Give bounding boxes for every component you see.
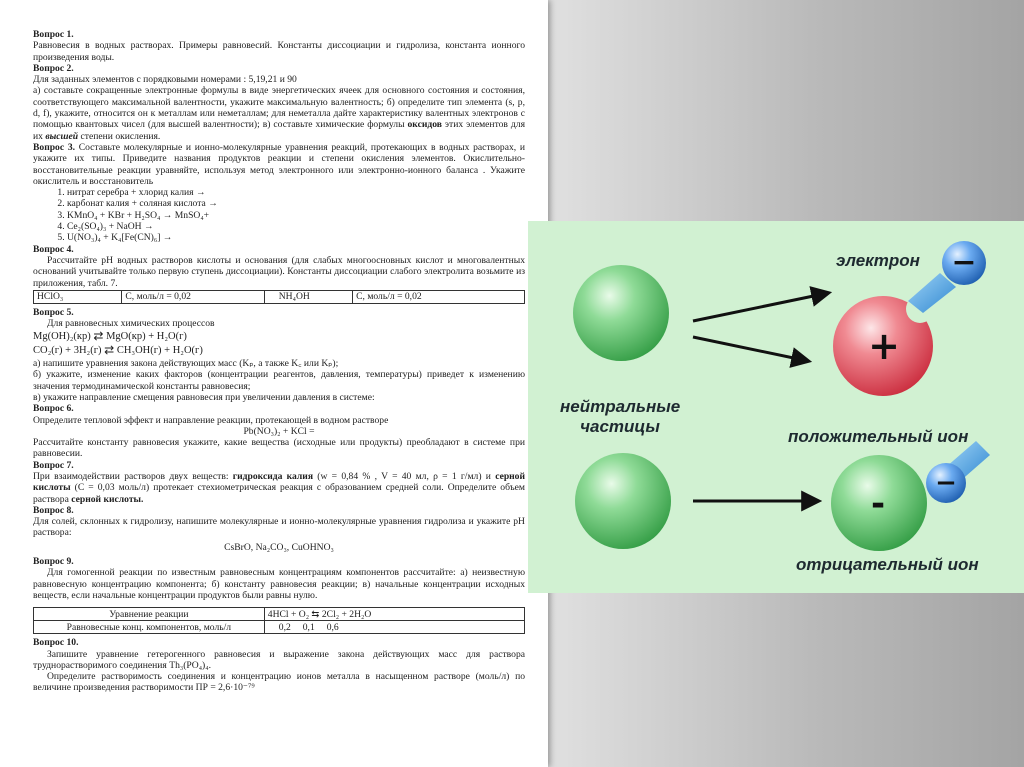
electron-minus-sign-bottom: − bbox=[935, 468, 957, 498]
table-cell: 4HCl + O₂ ⇆ 2Cl₂ + 2H₂O bbox=[264, 608, 524, 621]
question-3-text: Составьте молекулярные и ионно-молекулярные уравнения реакций, протекающих в водных растворах, и укажите их типы. Приведите названия продуктов реакции и степени окисления элементов. Окислительно-восстановительные реакции уравняйте, используя метод электронного или электронно-ионного баланса . Укажите окислитель и восстановитель bbox=[33, 141, 525, 187]
question-5-c: в) укажите направление смещения равновесия при увеличении давления в системе: bbox=[33, 391, 375, 403]
question-7-title: Вопрос 7. bbox=[33, 459, 74, 471]
question-9-text: Для гомогенной реакции по известным равновесным концентрациям компонентов рассчитайте: а) неизвестную равновесную концентрацию компонента; б) константу равновесия реакции; в) начальные концентрации исходных веществ, если начальные концентрации продуктов были равны нулю. bbox=[33, 567, 525, 601]
question-6-equation: Pb(NO₃)₂ + KCl = bbox=[243, 425, 315, 437]
question-5-a: а) напишите уравнения закона действующих масс (Kₚ, а также K꜀ или Kₚ); bbox=[33, 358, 339, 370]
equation-1-left: Mg(OH)₂(кр) bbox=[33, 331, 91, 343]
table-cell: Равновесные конц. компонентов, моль/л bbox=[34, 621, 265, 634]
question-10-text1: Запишите уравнение гетерогенного равновесия и выражение закона действующих масс для раствора труднорастворимого соединения Th₃(PO₄)₄. bbox=[33, 648, 525, 671]
question-2-body: а) составьте сокращенные электронные формулы в виде энергетических ячеек для основного состояния и состояния, соответствующего максимальной валентности, укажите максимальную валентность; б) определите тип элемента (s, p, d, f), укажите, относится он к металлам или неметаллам; для неметалла дайте характеристику валентных электронов с помощью квантовых чисел (для высшей валентности); в) составьте химические формулы bbox=[33, 85, 525, 131]
question-2-line1: Для заданных элементов с порядковыми номерами : 5,19,21 и 90 bbox=[33, 74, 297, 86]
question-7-post: (С = 0,03 моль/л) протекает стехиометрическая реакция с образованием средней соли. Определите объем раствора bbox=[33, 482, 525, 505]
question-7-mid: (w = 0,84 % , V = 40 мл, ρ = 1 г/мл) и bbox=[317, 470, 491, 482]
question-6-text1: Определите тепловой эффект и направление реакции, протекающей в водном растворе bbox=[33, 414, 389, 426]
question-7-text bbox=[33, 471, 525, 505]
table-cell: 0,2 0,1 0,6 bbox=[264, 621, 524, 634]
question-2-mid: этих элементов для их bbox=[33, 119, 525, 142]
neutral-particle-bottom bbox=[575, 453, 671, 549]
list-item: 1. нитрат серебра + хлорид калия → bbox=[67, 187, 525, 198]
question-8-salts: CsBrO, Na₂CO₃, CuOHNO₃ bbox=[224, 541, 334, 553]
label-negative-ion: отрицательный ион bbox=[796, 555, 979, 574]
electron-minus-sign-top: − bbox=[951, 245, 977, 280]
question-4-title: Вопрос 4. bbox=[33, 243, 74, 255]
question-2-end: степени окисления. bbox=[80, 130, 161, 142]
question-7-bold-acid: серной кислоты bbox=[33, 470, 526, 494]
question-6-text2: Рассчитайте константу равновесия укажите, какие вещества (исходные или продукты) преобладают в системе при равновесии. bbox=[33, 437, 525, 460]
question-3-list bbox=[33, 187, 525, 243]
label-electron: электрон bbox=[836, 251, 920, 270]
question-1-title: Вопрос 1. bbox=[33, 29, 74, 40]
question-2-title: Вопрос 2. bbox=[33, 62, 74, 74]
label-neutral-particles: нейтральные частицы bbox=[560, 397, 681, 436]
minus-sign-icon: - bbox=[870, 484, 886, 524]
question-7-pre: При взаимодействии растворов двух веществ: bbox=[33, 470, 229, 482]
label-positive-ion: положительный ион bbox=[788, 427, 969, 446]
table-cell: HClO₃ bbox=[34, 290, 122, 303]
question-5-b: б) укажите, изменение каких факторов (концентрации реагентов, давления, температуры) приведет к изменению значения термодинамической константы равновесия; bbox=[33, 369, 525, 392]
question-7-bold-koh: гидроксида калия bbox=[232, 470, 314, 482]
equation-1 bbox=[33, 331, 525, 342]
question-2-text bbox=[33, 85, 525, 141]
equation-2 bbox=[33, 342, 525, 357]
list-item: 2. карбонат калия + соляная кислота → bbox=[67, 198, 525, 209]
table-cell: NH₄OH bbox=[264, 290, 352, 303]
plus-sign-icon: + bbox=[868, 324, 900, 368]
question-6-title: Вопрос 6. bbox=[33, 403, 74, 415]
list-item: 4. Ce₂(SO₄)₃ + NaOH → bbox=[67, 221, 525, 232]
question-3-title: Вопрос 3. bbox=[33, 141, 76, 153]
question-3-block bbox=[33, 142, 525, 187]
question-2-bold-oxides: оксидов bbox=[407, 119, 442, 131]
question-4-text: Рассчитайте pH водных растворов кислоты и основания (для слабых многоосновных кислот и многовалентных оснований учитывайте только первую ступень диссоциации). Константы диссоциации слабого электролита возьмите из приложения, табл. 7. bbox=[33, 254, 525, 289]
ion-formation-figure bbox=[528, 221, 1024, 593]
question-8-text: Для солей, склонных к гидролизу, напишите молекулярные и ионно-молекулярные уравнения гидролиза и укажите pH раствора: bbox=[33, 516, 525, 539]
question-4-table bbox=[33, 290, 525, 304]
question-10-text2: Определите растворимость соединения и концентрацию ионов металла в насыщенном растворе (моль/л) по величине произведения растворимости ПР = 2,6·10⁻⁷⁹ bbox=[33, 671, 525, 694]
list-item: 3. KMnO₄ + KBr + H₂SO₄ → MnSO₄+ bbox=[67, 210, 525, 221]
question-10-title: Вопрос 10. bbox=[33, 637, 79, 649]
equation-1-right: MgO(кр) + H₂O(г) bbox=[106, 331, 187, 343]
question-7-bold-acid-end: серной кислоты. bbox=[71, 493, 144, 505]
question-8-title: Вопрос 8. bbox=[33, 504, 74, 516]
question-9-title: Вопрос 9. bbox=[33, 556, 74, 568]
table-cell: Уравнение реакции bbox=[34, 608, 265, 621]
question-2-bold-highest: высшей bbox=[45, 130, 79, 142]
question-1-text: Равновесия в водных растворах. Примеры равновесий. Константы диссоциации и гидролиза, константа ионного произведения воды. bbox=[33, 40, 525, 63]
arrow-to-positive-ion bbox=[693, 337, 808, 361]
arrow-to-electron bbox=[693, 293, 828, 321]
equilibrium-arrow-icon: ⇄ bbox=[93, 329, 104, 344]
table-cell: С, моль/л = 0,02 bbox=[353, 290, 525, 303]
equation-2-left: CO₂(г) + 3H₂(г) bbox=[33, 344, 102, 356]
question-5-intro: Для равновесных химических процессов bbox=[47, 318, 215, 330]
equilibrium-arrow-icon: ⇄ bbox=[104, 342, 115, 357]
document-text bbox=[33, 29, 525, 694]
question-5-title: Вопрос 5. bbox=[33, 306, 74, 318]
table-cell: С, моль/л = 0,02 bbox=[122, 290, 264, 303]
neutral-particle-top bbox=[573, 265, 669, 361]
question-9-table bbox=[33, 607, 525, 634]
equation-2-right: CH₃OH(г) + H₂O(г) bbox=[116, 344, 203, 356]
list-item: 5. U(NO₃)₄ + K₄[Fe(CN)₆] → bbox=[67, 232, 525, 243]
